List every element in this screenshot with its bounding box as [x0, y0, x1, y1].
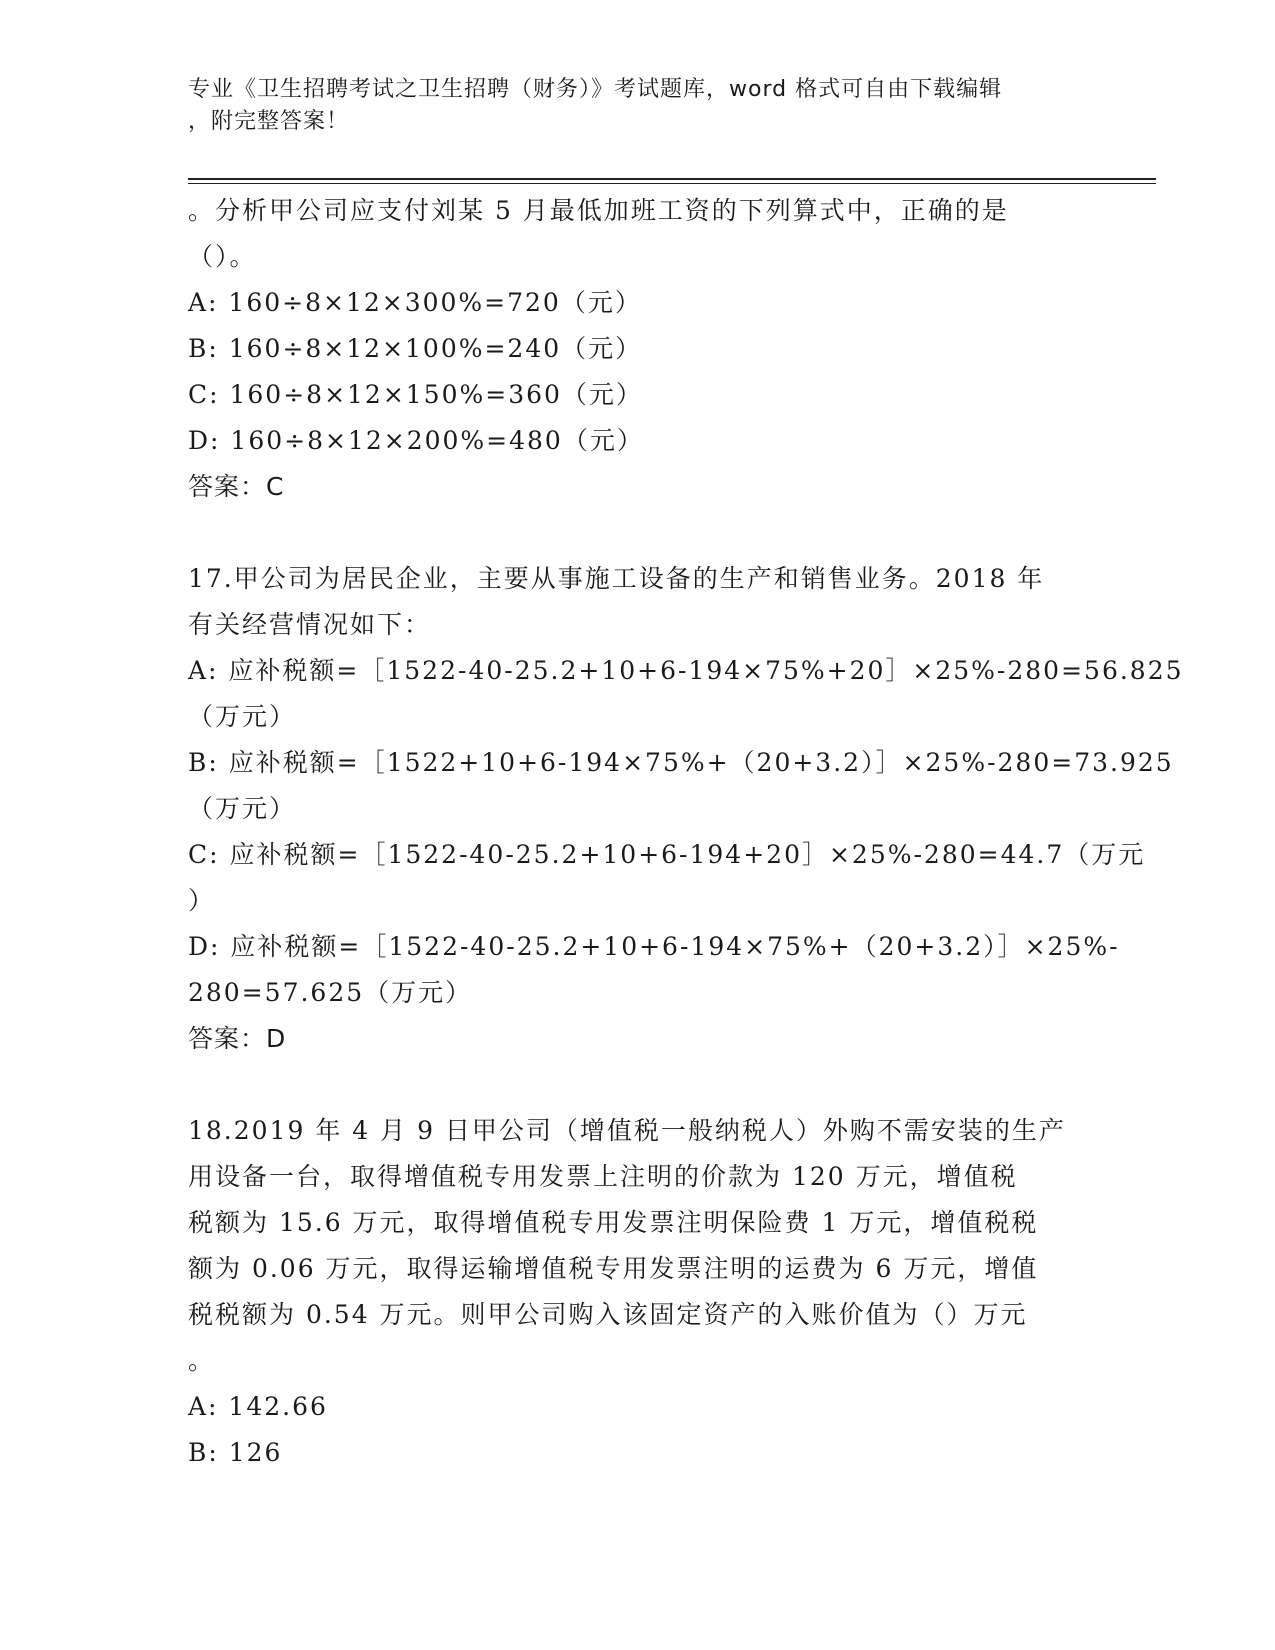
question-17-stem-line-2: 有关经营情况如下： — [188, 610, 432, 639]
question-18 — [188, 1108, 1088, 1476]
spacer — [188, 510, 1088, 556]
question-16-stem-line-2: （）。 — [188, 242, 257, 271]
header-title-line-2: ，附完整答案！ — [188, 109, 350, 134]
question-16-option-b: B: 160÷8×12×100%=240（元） — [188, 334, 643, 363]
question-16-option-a: A: 160÷8×12×300%=720（元） — [188, 288, 642, 317]
question-17-option-c-line-1: C: 应补税额=［1522-40-25.2+10+6-194+20］×25%-280=44.7（万元 — [188, 840, 1146, 869]
question-18-stem-line-6: 。 — [188, 1346, 216, 1375]
question-18-option-b: B: 126 — [188, 1438, 283, 1467]
question-18-stem-line-5: 税税额为 0.54 万元。则甲公司购入该固定资产的入账价值为（）万元 — [188, 1300, 1028, 1329]
question-18-stem-line-3: 税额为 15.6 万元，取得增值税专用发票注明保险费 1 万元，增值税税 — [188, 1208, 1039, 1237]
question-16-stem-line-1: 。分析甲公司应支付刘某 5 月最低加班工资的下列算式中，正确的是 — [188, 196, 1009, 225]
question-16 — [188, 188, 1088, 510]
question-17-option-d-line-1: D: 应补税额=［1522-40-25.2+10+6-194×75%+（20+3.2）］×25%- — [188, 932, 1120, 961]
question-17-option-a-line-1: A: 应补税额=［1522-40-25.2+10+6-194×75%+20］×25%-280=56.825 — [188, 656, 1184, 685]
question-17-option-a-line-2: （万元） — [188, 702, 297, 731]
question-18-option-a: A: 142.66 — [188, 1392, 328, 1421]
question-16-option-c: C: 160÷8×12×150%=360（元） — [188, 380, 643, 409]
header-divider-thin — [188, 183, 1156, 184]
question-17 — [188, 556, 1184, 1062]
question-17-answer: 答案：D — [188, 1024, 287, 1053]
spacer — [188, 1062, 1088, 1108]
question-17-stem-line-1: 17.甲公司为居民企业，主要从事施工设备的生产和销售业务。2018 年 — [188, 564, 1045, 593]
question-16-answer: 答案：C — [188, 472, 285, 501]
question-18-stem-line-1: 18.2019 年 4 月 9 日甲公司（增值税一般纳税人）外购不需安装的生产 — [188, 1116, 1066, 1145]
header-divider — [188, 178, 1156, 180]
question-17-option-d-line-2: 280=57.625（万元） — [188, 978, 473, 1007]
question-18-stem-line-4: 额为 0.06 万元，取得运输增值税专用发票注明的运费为 6 万元，增值 — [188, 1254, 1039, 1283]
question-17-option-b-line-1: B: 应补税额=［1522+10+6-194×75%+（20+3.2）］×25%-280=73.925 — [188, 748, 1174, 777]
question-16-option-d: D: 160÷8×12×200%=480（元） — [188, 426, 644, 455]
page-header — [188, 74, 1068, 138]
header-title-line-1: 专业《卫生招聘考试之卫生招聘（财务）》考试题库，word 格式可自由下载编辑 — [188, 77, 1003, 102]
question-17-option-b-line-2: （万元） — [188, 794, 297, 823]
question-content — [188, 188, 1184, 1476]
question-18-stem-line-2: 用设备一台，取得增值税专用发票上注明的价款为 120 万元，增值税 — [188, 1162, 1018, 1191]
question-17-option-c-line-2: ） — [188, 886, 216, 915]
